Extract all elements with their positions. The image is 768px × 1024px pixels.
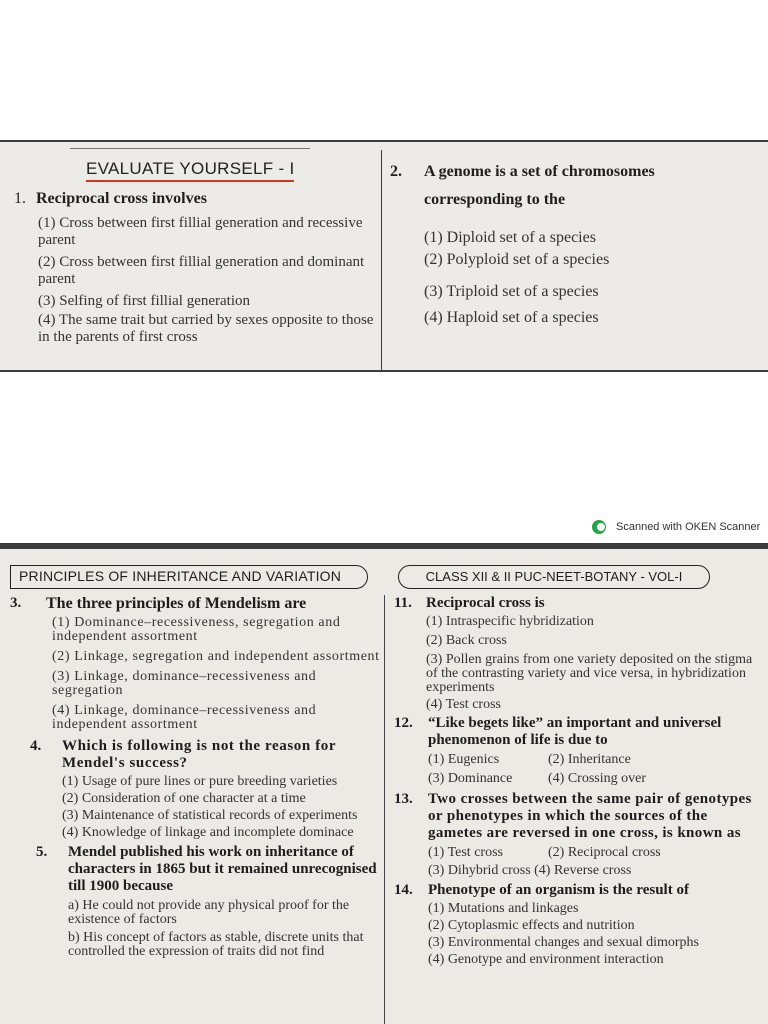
options-q4 [0,775,380,840]
question-number: 2. [390,163,402,180]
option: (1) Dominance–recessiveness, segregation and independent assortment [52,615,341,644]
option: (1) Mutations and linkages [428,901,579,916]
chapter-header: PRINCIPLES OF INHERITANCE AND VARIATION [10,565,368,589]
option: (3) Triploid set of a species [424,283,599,300]
right-column [394,595,762,967]
question-number: 14. [394,882,413,898]
option-row [428,752,762,768]
option: (1) Diploid set of a species [424,229,596,246]
question-text: Two crosses between the same pair of genotypes or phenotypes in which the sources of the gametes are reversed in one cross, is known as [428,791,752,841]
question-text: Phenotype of an organism is the result of [428,882,689,898]
scanner-watermark [592,518,760,536]
question-number: 11. [394,595,412,611]
option: (2) Cytoplasmic effects and nutrition [428,918,635,933]
top-rule [70,148,310,149]
question-number: 12. [394,715,413,731]
question-1 [14,188,376,210]
options-q3 [0,616,380,732]
question-text: Which is following is not the reason for Mendel's success? [62,738,336,771]
scanner-label: Scanned with OKEN Scanner [616,521,761,533]
evaluate-title: EVALUATE YOURSELF - I [86,158,294,182]
class-header: CLASS XII & II PUC-NEET-BOTANY - VOL-I [398,565,710,589]
option: (2) Polyploid set of a species [424,251,610,268]
column-divider [381,150,382,372]
question-2 [390,158,760,186]
option: (4) Genotype and environment interaction [428,952,664,967]
option: (1) Test cross [428,845,503,860]
option: a) He could not provide any physical proof for the existence of factors [68,898,350,927]
question-number: 5. [36,844,48,860]
options-q5 [0,899,384,959]
option-row [428,845,762,861]
option: (4) Knowledge of linkage and incomplete dominace [62,825,354,840]
column-divider [384,595,385,1024]
option: (2) Linkage, segregation and independent assortment [52,649,380,664]
option: (2) Cross between first fillial generation and dominant parent [38,254,365,287]
textbook-page [0,543,768,1024]
question-13 [394,791,762,842]
evaluate-left-column [14,158,376,346]
options-q11 [394,615,762,712]
question-number: 13. [394,791,413,807]
question-11 [394,595,762,612]
option: (2) Back cross [426,633,507,648]
option: (4) Haploid set of a species [424,309,599,326]
option: (1) Eugenics [428,752,500,767]
option: (1) Cross between first fillial generation and recessive parent [38,215,363,248]
option: b) His concept of factors as stable, discrete units that controlled the expression of traits did not find [68,930,364,959]
option: (3) Environmental changes and sexual dimorphs [428,935,699,950]
option: (4) The same trait but carried by sexes opposite to those in the parents of first cross [38,312,374,345]
options-q12 [394,752,762,787]
option: (2) Inheritance [548,752,631,767]
left-column [0,595,380,959]
option: (3) Pollen grains from one variety deposited on the stigma of the contrasting variety and vice versa, in hybridization experiments [426,652,753,695]
panel-bottom-rule [0,370,768,372]
question-text: Mendel published his work on inheritance of characters in 1865 but it remained unrecognised till 1900 because [68,844,377,894]
question-text: A genome is a set of chromosomes [424,163,655,180]
option: (4) Test cross [426,697,501,712]
question-text-cont: corresponding to the [424,191,566,208]
question-12 [394,715,762,749]
question-text: “Like begets like” an important and universel phenomenon of life is due to [428,715,722,748]
question-3 [0,595,380,612]
option: (4) Crossing over [548,771,646,786]
option: (2) Reciprocal cross [548,845,661,860]
question-text: The three principles of Mendelism are [46,595,307,612]
option: (3) Dominance [428,771,513,786]
question-14 [394,882,762,899]
option: (3) Linkage, dominance–recessiveness and segregation [52,669,317,698]
option: (1) Usage of pure lines or pure breeding varieties [62,774,338,789]
evaluate-yourself-panel [0,140,768,372]
option: (3) Dihybrid cross (4) Reverse cross [428,863,632,878]
question-text: Reciprocal cross involves [36,190,207,207]
scanner-logo-icon [592,520,610,534]
question-number: 4. [30,738,42,754]
option: (2) Consideration of one character at a time [62,791,306,806]
option: (4) Linkage, dominance–recessiveness and independent assortment [52,703,317,732]
option: (1) Intraspecific hybridization [426,614,594,629]
option: (3) Selfing of first fillial generation [38,293,251,309]
options-q13 [394,845,762,878]
question-5 [0,844,380,895]
question-4 [0,738,380,772]
evaluate-right-column [390,158,760,328]
options-q14 [394,902,762,967]
question-text: Reciprocal cross is [426,595,545,611]
option: (3) Maintenance of statistical records of experiments [62,808,358,823]
question-number: 3. [10,595,22,611]
option-row [428,771,762,787]
page-top-bar [0,543,768,549]
question-number: 1. [14,190,26,207]
